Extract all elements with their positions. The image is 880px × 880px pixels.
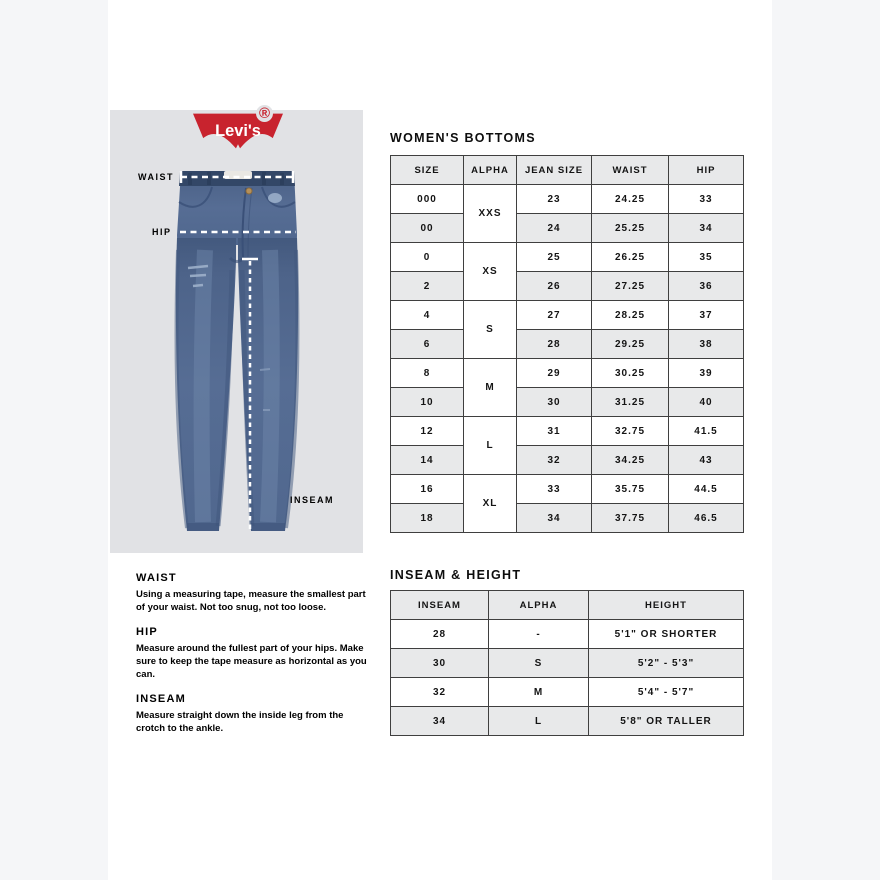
table-cell: 37.75 [592, 504, 669, 533]
inseam-table-title: INSEAM & HEIGHT [390, 568, 522, 582]
table-cell: 32.75 [592, 417, 669, 446]
table-row [391, 388, 744, 417]
alpha-cell: L [464, 417, 517, 475]
table-cell: 29.25 [592, 330, 669, 359]
table-row [391, 446, 744, 475]
table-cell: 23 [517, 185, 592, 214]
table-cell: 5'4" - 5'7" [589, 678, 744, 707]
table-cell: 28 [517, 330, 592, 359]
waist-measure-label: WAIST [138, 172, 174, 182]
table-cell: 36 [669, 272, 744, 301]
column-header: INSEAM [391, 591, 489, 620]
column-header: HIP [669, 156, 744, 185]
table-cell: 43 [669, 446, 744, 475]
column-header: ALPHA [464, 156, 517, 185]
table-row [391, 504, 744, 533]
table-cell: 26.25 [592, 243, 669, 272]
size-cell: 10 [391, 388, 464, 417]
table-cell: 32 [391, 678, 489, 707]
table-cell: 46.5 [669, 504, 744, 533]
size-cell: 8 [391, 359, 464, 388]
size-cell: 6 [391, 330, 464, 359]
table-row [391, 301, 744, 330]
alpha-cell: XL [464, 475, 517, 533]
column-header: JEAN SIZE [517, 156, 592, 185]
table-cell: L [489, 707, 589, 736]
table-cell: 44.5 [669, 475, 744, 504]
hip-guide-heading: HIP [136, 626, 158, 638]
table-row [391, 475, 744, 504]
size-cell: 00 [391, 214, 464, 243]
table-cell: 37 [669, 301, 744, 330]
table-cell: 38 [669, 330, 744, 359]
table-cell: - [489, 620, 589, 649]
table-row [391, 214, 744, 243]
table-row [391, 678, 744, 707]
inseam-guide-heading: INSEAM [136, 693, 186, 705]
table-cell: 25.25 [592, 214, 669, 243]
table-cell: 29 [517, 359, 592, 388]
size-cell: 12 [391, 417, 464, 446]
inseam-measure-label: INSEAM [290, 495, 335, 505]
hip-guide [136, 626, 368, 681]
table-cell: 25 [517, 243, 592, 272]
column-header: SIZE [391, 156, 464, 185]
bottoms-table-title: WOMEN'S BOTTOMS [390, 131, 536, 145]
table-cell: 40 [669, 388, 744, 417]
table-cell: 33 [517, 475, 592, 504]
table-cell: 5'8" OR TALLER [589, 707, 744, 736]
table-row [391, 330, 744, 359]
womens-bottoms-table [390, 155, 744, 533]
table-cell: 35 [669, 243, 744, 272]
table-cell: 30 [391, 649, 489, 678]
table-cell: 27.25 [592, 272, 669, 301]
header-row [391, 591, 744, 620]
table-cell: 33 [669, 185, 744, 214]
table-cell: 31 [517, 417, 592, 446]
table-cell: 32 [517, 446, 592, 475]
table-cell: 5'1" OR SHORTER [589, 620, 744, 649]
alpha-cell: M [464, 359, 517, 417]
table-cell: 28.25 [592, 301, 669, 330]
inseam-guide-text: Measure straight down the inside leg from the crotch to the ankle. [136, 710, 344, 734]
size-cell: 2 [391, 272, 464, 301]
header-row [391, 156, 744, 185]
size-cell: 18 [391, 504, 464, 533]
table-cell: M [489, 678, 589, 707]
size-cell: 000 [391, 185, 464, 214]
alpha-cell: XXS [464, 185, 517, 243]
table-cell: 24.25 [592, 185, 669, 214]
table-cell: 34 [517, 504, 592, 533]
table-cell: 34 [669, 214, 744, 243]
waist-guide [136, 572, 368, 614]
table-cell: 30.25 [592, 359, 669, 388]
hip-measure-label: HIP [152, 227, 172, 237]
table-cell: 30 [517, 388, 592, 417]
size-cell: 16 [391, 475, 464, 504]
size-cell: 14 [391, 446, 464, 475]
hip-guide-text: Measure around the fullest part of your hips. Make sure to keep the tape measure as horizontal as you can. [136, 643, 367, 680]
column-header: WAIST [592, 156, 669, 185]
size-cell: 4 [391, 301, 464, 330]
registered-trademark-icon: ® [256, 105, 273, 122]
table-row [391, 707, 744, 736]
column-header: ALPHA [489, 591, 589, 620]
waist-guide-text: Using a measuring tape, measure the smallest part of your waist. Not too snug, not too loose. [136, 589, 366, 613]
table-cell: 27 [517, 301, 592, 330]
table-cell: 39 [669, 359, 744, 388]
table-cell: 24 [517, 214, 592, 243]
table-cell: 35.75 [592, 475, 669, 504]
levis-wordmark: Levi's [215, 122, 261, 141]
table-cell: S [489, 649, 589, 678]
column-header: HEIGHT [589, 591, 744, 620]
table-row [391, 620, 744, 649]
table-row [391, 272, 744, 301]
measuring-guide [136, 572, 368, 747]
table-cell: 34 [391, 707, 489, 736]
table-cell: 34.25 [592, 446, 669, 475]
table-row [391, 417, 744, 446]
table-row [391, 243, 744, 272]
table-cell: 41.5 [669, 417, 744, 446]
table-row [391, 185, 744, 214]
table-cell: 5'2" - 5'3" [589, 649, 744, 678]
table-cell: 31.25 [592, 388, 669, 417]
table-cell: 26 [517, 272, 592, 301]
jeans-measurement-diagram [110, 105, 363, 553]
alpha-cell: XS [464, 243, 517, 301]
content-card [108, 0, 772, 880]
size-cell: 0 [391, 243, 464, 272]
inseam-guide [136, 693, 368, 735]
waist-guide-heading: WAIST [136, 572, 177, 584]
alpha-cell: S [464, 301, 517, 359]
table-row [391, 649, 744, 678]
inseam-height-table [390, 590, 744, 736]
table-cell: 28 [391, 620, 489, 649]
table-row [391, 359, 744, 388]
